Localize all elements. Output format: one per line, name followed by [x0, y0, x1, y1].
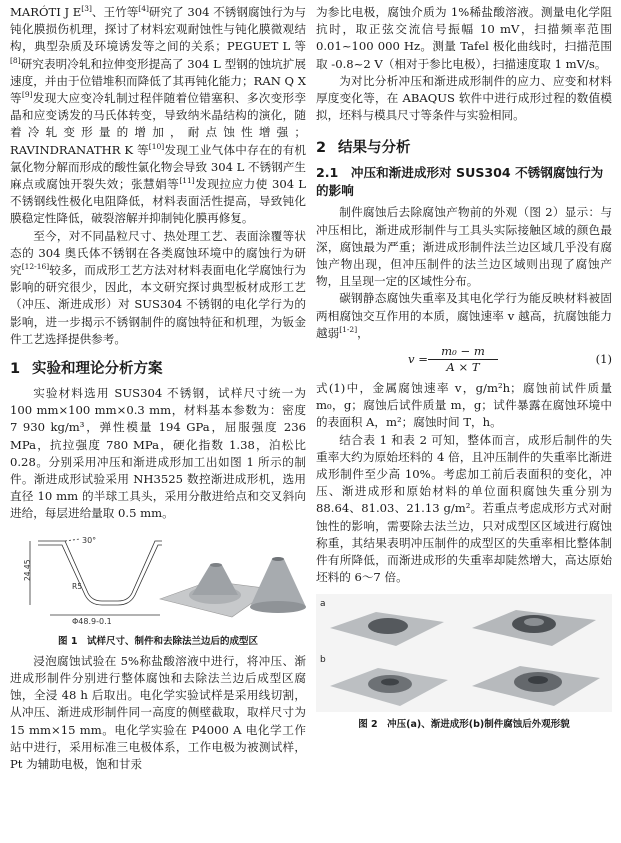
simulation-paragraph: 为对比分析冲压和渐进成形制件的应力、应变和材料厚度变化等，在 ABAQUS 软件中进行成形过程的数值模拟，坯料与模具尺寸等条件与实验相同。: [316, 73, 612, 123]
electrochem-paragraph: 为参比电极，腐蚀介质为 1%稀盐酸溶液。测量电化学阻抗时，取正弦交流信号振幅 10 mV，扫描频率范围 0.01~100 000 Hz。测量 Tafel 极化曲线时，扫描范围取 -0.8~2 V（相对于参比电极），扫描速度取 1 mV/s。: [316, 5, 612, 71]
intro-paragraph: MARÓTI J E[3]、王竹等[4]研究了 304 不锈钢腐蚀行为与钝化膜损伤机理，探讨了材料宏观耐蚀性与钝化膜微观结构，典型杂质及环境诱发等之间的关系；PEGUET L 等[8]研究表明冷轧和拉伸变形提高了 304 L 型钢的蚀坑扩展速度，并由于位错堆积而降低了其再钝化能力；RAN Q X 等[9]发现大应变冷轧制过程伴随着位错塞积、多次变形孪晶和应变诱发的马氏体转变，导致纳米晶结构的演化，随着冷轧变形量的增加，耐点蚀性增强；RAVINDRANATHR K 等[10]发现工业气体中存在的有机氯化物分解而形成的酸性氯化物会导致 304 L 不锈钢产生麻点或腐蚀开裂失效；张慧娟等[11]发现拉应力使 304 L 不锈钢线性极化电阻降低，材料表面活性提高，导致钝化膜稳定性降低，破裂溶解并抑制钝化膜再修复。: [10, 4, 306, 226]
fig2-label-b: b: [320, 655, 326, 666]
equation-number: (1): [595, 352, 612, 367]
left-column: [10, 4, 306, 773]
fig1-diameter-label: Φ48.9-0.1: [72, 616, 112, 626]
equation-1: [316, 344, 612, 376]
figure-2-image: [316, 594, 612, 712]
fig1-angle-label: 30°: [82, 535, 97, 545]
corrosion-rate-paragraph: 碳钢静态腐蚀失重率及其电化学行为能反映材料被固两相腐蚀交互作用的本质，腐蚀速率 v 越高，抗腐蚀能力越弱[1-2]，: [316, 291, 612, 340]
figure-1-image: [10, 529, 306, 629]
fig2-label-a: a: [320, 599, 326, 610]
research-gap-paragraph: 至今，对不同晶粒尺寸、热处理工艺、表面涂覆等状态的 304 奥氏体不锈钢在各类腐蚀环境中的腐蚀行为研究[12-16]较多，而成形工艺方法对材料表面电化学腐蚀行为影响的研究很少，因此，本文研究探讨典型板材成形工艺（冲压、渐进成形）对 SUS304 不锈钢的电化学行为的影响，进一步揭示不锈钢制件的腐蚀特征和机理，为钣金件工艺选择提供参考。: [10, 228, 306, 346]
figure-2-caption: 图 2 冲压(a)、渐进成形(b)制件腐蚀后外观形貌: [358, 719, 570, 731]
variable-definitions-paragraph: 式(1)中，金属腐蚀速率 v，g/m²h；腐蚀前试件质量 m₀，g；腐蚀后试件质量 m，g；试件暴露在腐蚀环境中的表面积 A，m²；腐蚀时间 T，h。: [316, 381, 612, 430]
section-2-heading: 2 结果与分析: [316, 140, 411, 157]
fig1-radius-label: R5: [72, 581, 82, 591]
equation-lhs: v =: [408, 352, 428, 367]
corrosion-test-paragraph: 浸泡腐蚀试验在 5%称盐酸溶液中进行，将冲压、渐进成形制件分别进行整体腐蚀和去除法兰边后成型区腐蚀，全浸 48 h 后取出。电化学实验试样是采用线切割，从冲压、渐进成形制件同一高度的侧壁截取，取样尺寸为 15 mm×15 mm。电化学实验在 P4000 A 电化学工作站中进行，采用标准三电极体系，工作电极为被测试样，Pt 为辅助电极，饱和甘汞: [10, 653, 306, 771]
right-column: [316, 4, 612, 736]
equation-numerator: m₀ − m: [428, 344, 498, 360]
equation-denominator: A × T: [446, 360, 480, 375]
figure-2: [316, 594, 612, 712]
weight-loss-paragraph: 结合表 1 和表 2 可知，整体而言，成形后制件的失重率大约为原始坯料的 4 倍，且冲压制件的失重率比渐进成形制件至少高 10%。考虑加工前后表面积的变化，冲压、渐进成形和原始材料的单位面积腐蚀失重分别为 88.64、81.03、21.13 g/m²。若重点考虑成形方式对耐蚀性的影响，需要除去法兰边，只对成型区区域进行腐蚀称重，其结果表明冲压制件的成型区的失重率相比整体制件有所降低，而渐进成形的失重率却陡然增大，高达原始坯料的 6～7 倍。: [316, 432, 612, 585]
section-1-heading: 1 实验和理论分析方案: [10, 361, 163, 378]
fig1-height-label: 24.45: [23, 559, 32, 581]
section-2-1-heading: 2.1 冲压和渐进成形对 SUS304 不锈钢腐蚀行为的影响: [316, 165, 604, 199]
appearance-paragraph: 制件腐蚀后去除腐蚀产物前的外观（图 2）显示：与冲压相比，渐进成形制件与工具头实际接触区域的颜色最深，腐蚀最为严重；渐进成形制件法兰边区域几乎没有腐蚀产物出现，但冲压制件的法兰边区域则出现了腐蚀产物，且呈现一定的区域性分布。: [316, 205, 612, 289]
equation-fraction: [428, 344, 498, 374]
figure-1: [10, 529, 306, 629]
materials-paragraph: 实验材料选用 SUS304 不锈钢，试样尺寸统一为 100 mm×100 mm×0.3 mm，材料基本参数为：密度 7 930 kg/m³，弹性模量 194 GPa，屈服强度 236 MPa，抗拉强度 780 MPa，硬化指数 1.38，泊松比 0.28。分别采用冲压和渐进成形加工出如图 1 所示的制件。渐进成形试验采用 NH3525 数控渐进成形机，选用直径 10 mm 的半球工具头，采用分散进给点和交叉斜向进给，每层进给量取 0.5 mm。: [10, 386, 306, 521]
figure-1-caption: 图 1 试样尺寸、制件和去除法兰边后的成型区: [58, 635, 258, 647]
